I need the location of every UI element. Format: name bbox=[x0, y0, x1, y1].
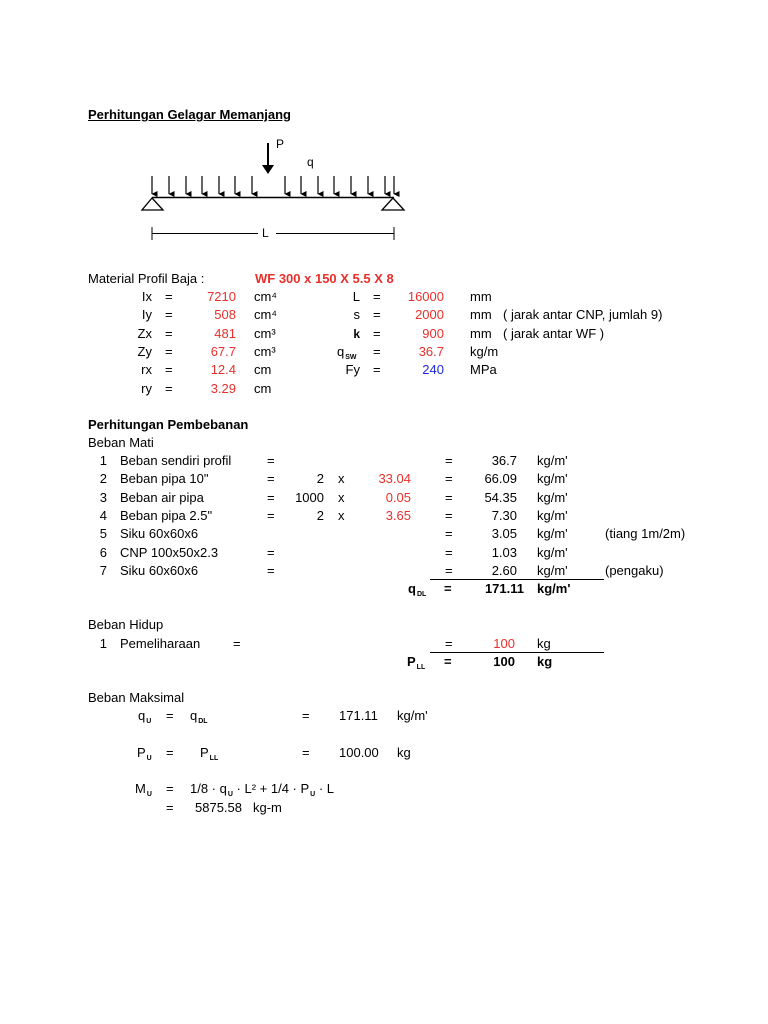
beban-mati-title: Beban Mati bbox=[88, 435, 154, 450]
prop-unit: mm bbox=[470, 307, 492, 323]
pu-eq: = bbox=[166, 745, 174, 760]
row-unit: kg/m' bbox=[537, 544, 568, 560]
hidup-row-unit: kg bbox=[537, 636, 551, 651]
pu-value: 100.00 bbox=[339, 745, 379, 760]
row-desc: Beban air pipa bbox=[120, 489, 204, 505]
row-eq2: = bbox=[445, 562, 453, 578]
row-times: x bbox=[338, 489, 345, 505]
row-no: 5 bbox=[99, 526, 107, 542]
prop-unit: cm⁴ bbox=[254, 307, 277, 323]
row-result: 66.09 bbox=[484, 471, 517, 487]
prop-eq: = bbox=[373, 325, 381, 341]
row-unit: kg/m' bbox=[537, 471, 568, 487]
row-result: 7.30 bbox=[491, 507, 517, 523]
prop-value: 12.4 bbox=[210, 362, 236, 378]
row-desc: Siku 60x60x6 bbox=[120, 526, 199, 542]
row-desc: Beban sendiri profil bbox=[120, 453, 232, 468]
row-eq1: = bbox=[267, 507, 275, 523]
prop-name: Iy bbox=[141, 307, 152, 323]
prop-eq: = bbox=[373, 362, 381, 378]
row-no: 7 bbox=[99, 562, 107, 578]
beban-maksimal-title: Beban Maksimal bbox=[88, 690, 185, 705]
row-result: 2.60 bbox=[491, 562, 517, 578]
row-weight: 0.05 bbox=[385, 489, 411, 505]
row-note: (tiang 1m/2m) bbox=[605, 526, 686, 542]
mu-eq2: = bbox=[166, 800, 174, 815]
prop-name: k bbox=[353, 326, 360, 341]
prop-name: Zx bbox=[137, 325, 152, 341]
beam-diagram-svg bbox=[0, 0, 768, 260]
hidup-row-eq1: = bbox=[233, 636, 241, 651]
row-result: 54.35 bbox=[484, 489, 517, 505]
row-times: x bbox=[338, 471, 345, 487]
row-result: 1.03 bbox=[491, 544, 517, 560]
row-result: 3.05 bbox=[491, 526, 517, 542]
row-desc: Siku 60x60x6 bbox=[120, 562, 199, 578]
prop-eq: = bbox=[165, 325, 173, 341]
pu-unit: kg bbox=[397, 745, 411, 760]
prop-value: 240 bbox=[422, 362, 444, 378]
prop-name: Fy bbox=[345, 362, 360, 378]
sum-line-ll bbox=[430, 652, 604, 653]
mu-unit: kg-m bbox=[253, 800, 282, 815]
prop-unit: cm³ bbox=[254, 325, 276, 341]
profile-name: WF 300 x 150 X 5.5 X 8 bbox=[255, 271, 394, 286]
row-unit: kg/m' bbox=[537, 453, 568, 468]
prop-name: rx bbox=[141, 362, 152, 378]
row-no: 2 bbox=[99, 471, 107, 487]
qdl-eq: = bbox=[444, 581, 452, 596]
left-support-icon bbox=[142, 198, 163, 210]
row-unit: kg/m' bbox=[537, 507, 568, 523]
hidup-row-desc: Pemeliharaan bbox=[120, 636, 201, 651]
row-desc: Beban pipa 10" bbox=[120, 471, 209, 487]
pembebanan-title: Perhitungan Pembebanan bbox=[88, 417, 249, 432]
prop-unit: cm³ bbox=[254, 343, 276, 359]
row-eq2: = bbox=[445, 507, 453, 523]
beban-hidup-title: Beban Hidup bbox=[88, 617, 164, 632]
prop-value: 508 bbox=[214, 307, 236, 323]
point-load-arrowhead bbox=[262, 165, 274, 174]
row-no: 6 bbox=[99, 544, 107, 560]
row-no: 3 bbox=[99, 489, 107, 505]
prop-eq: = bbox=[165, 380, 173, 396]
row-eq2: = bbox=[445, 489, 453, 505]
row-weight: 3.65 bbox=[385, 507, 411, 523]
row-eq1: = bbox=[267, 453, 275, 468]
prop-value: 3.29 bbox=[210, 380, 236, 396]
prop-unit: mm bbox=[470, 289, 492, 304]
mu-formula: $1/8 \cdot q_U \cdot L^2 + 1/4 \cdot P_U \cdot L$ bbox=[190, 781, 335, 798]
row-no: 4 bbox=[99, 507, 107, 523]
prop-name: s bbox=[353, 307, 360, 323]
row-note: (pengaku) bbox=[605, 562, 664, 578]
qu-ref: $q_{DL}$ bbox=[190, 708, 208, 725]
prop-value: 481 bbox=[214, 325, 236, 341]
prop-eq: = bbox=[165, 307, 173, 323]
prop-value: 2000 bbox=[415, 307, 444, 323]
prop-note: ( jarak antar CNP, jumlah 9) bbox=[503, 307, 663, 323]
prop-value: 900 bbox=[422, 325, 444, 341]
row-eq1: = bbox=[267, 471, 275, 487]
distributed-load-label: q bbox=[307, 155, 314, 169]
prop-value: 67.7 bbox=[210, 343, 236, 359]
prop-name: L bbox=[352, 289, 360, 304]
row-unit: kg/m' bbox=[537, 489, 568, 505]
prop-unit: mm bbox=[470, 325, 492, 341]
qu-label: $q_U$ bbox=[138, 708, 152, 725]
prop-name: Ix bbox=[141, 289, 152, 304]
row-desc: Beban pipa 2.5" bbox=[120, 507, 213, 523]
row-eq2: = bbox=[445, 544, 453, 560]
row-count: 1000 bbox=[295, 489, 324, 505]
prop-value: 16000 bbox=[407, 289, 444, 304]
row-times: x bbox=[338, 507, 345, 523]
right-support-icon bbox=[382, 198, 404, 210]
span-label: L bbox=[262, 226, 269, 240]
prop-unit: cm bbox=[254, 380, 272, 396]
prop-eq: = bbox=[165, 289, 173, 304]
hidup-row-result: 100 bbox=[493, 636, 515, 651]
qu-unit: kg/m' bbox=[397, 708, 428, 723]
row-eq2: = bbox=[445, 453, 453, 468]
mu-label: $M_U$ bbox=[135, 781, 152, 798]
qdl-label: $q_{DL}$ bbox=[408, 581, 427, 598]
prop-eq: = bbox=[373, 289, 381, 304]
row-count: 2 bbox=[316, 507, 324, 523]
row-eq1: = bbox=[267, 544, 275, 560]
pll-unit: kg bbox=[537, 654, 553, 669]
pll-eq: = bbox=[444, 654, 452, 669]
row-eq2: = bbox=[445, 471, 453, 487]
material-label: Material Profil Baja : bbox=[88, 271, 205, 286]
hidup-row-eq2: = bbox=[445, 636, 453, 651]
qu-eq2: = bbox=[302, 708, 310, 723]
prop-name: ry bbox=[141, 380, 152, 396]
prop-note: ( jarak antar WF ) bbox=[503, 325, 605, 341]
point-load-label: P bbox=[276, 137, 285, 151]
prop-value: 36.7 bbox=[418, 343, 444, 359]
prop-unit: kg/m bbox=[470, 343, 499, 359]
hidup-row-no: 1 bbox=[99, 636, 107, 651]
row-count: 2 bbox=[316, 471, 324, 487]
prop-unit: MPa bbox=[470, 362, 497, 378]
row-no: 1 bbox=[99, 453, 107, 468]
prop-unit: cm⁴ bbox=[254, 289, 277, 304]
page-title: Perhitungan Gelagar Memanjang bbox=[88, 107, 291, 122]
pu-label: $P_U$ bbox=[137, 745, 152, 762]
qu-eq: = bbox=[166, 708, 174, 723]
row-eq2: = bbox=[445, 526, 453, 542]
prop-name: $q_{SW}$ bbox=[337, 343, 357, 361]
row-desc: CNP 100x50x2.3 bbox=[120, 544, 219, 560]
row-unit: kg/m' bbox=[537, 562, 568, 578]
sum-line-dl bbox=[430, 579, 604, 580]
row-eq1: = bbox=[267, 562, 275, 578]
pll-label: $P_{LL}$ bbox=[407, 654, 426, 671]
row-result: 36.7 bbox=[491, 453, 517, 468]
qdl-value: 171.11 bbox=[484, 581, 524, 596]
prop-unit: cm bbox=[254, 362, 272, 378]
pu-eq2: = bbox=[302, 745, 310, 760]
pll-value: 100 bbox=[493, 654, 515, 669]
mu-value: 5875.58 bbox=[195, 800, 242, 815]
prop-value: 7210 bbox=[207, 289, 236, 304]
prop-eq: = bbox=[373, 307, 381, 323]
prop-eq: = bbox=[373, 343, 381, 359]
distributed-load-arrows bbox=[152, 176, 394, 194]
row-eq1: = bbox=[267, 489, 275, 505]
prop-name: Zy bbox=[137, 343, 152, 359]
pu-ref: $P_{LL}$ bbox=[200, 745, 219, 762]
row-weight: 33.04 bbox=[378, 471, 411, 487]
prop-eq: = bbox=[165, 343, 173, 359]
prop-eq: = bbox=[165, 362, 173, 378]
mu-eq: = bbox=[166, 781, 174, 796]
qu-value: 171.11 bbox=[339, 708, 378, 723]
row-unit: kg/m' bbox=[537, 526, 568, 542]
qdl-unit: kg/m' bbox=[537, 581, 571, 596]
